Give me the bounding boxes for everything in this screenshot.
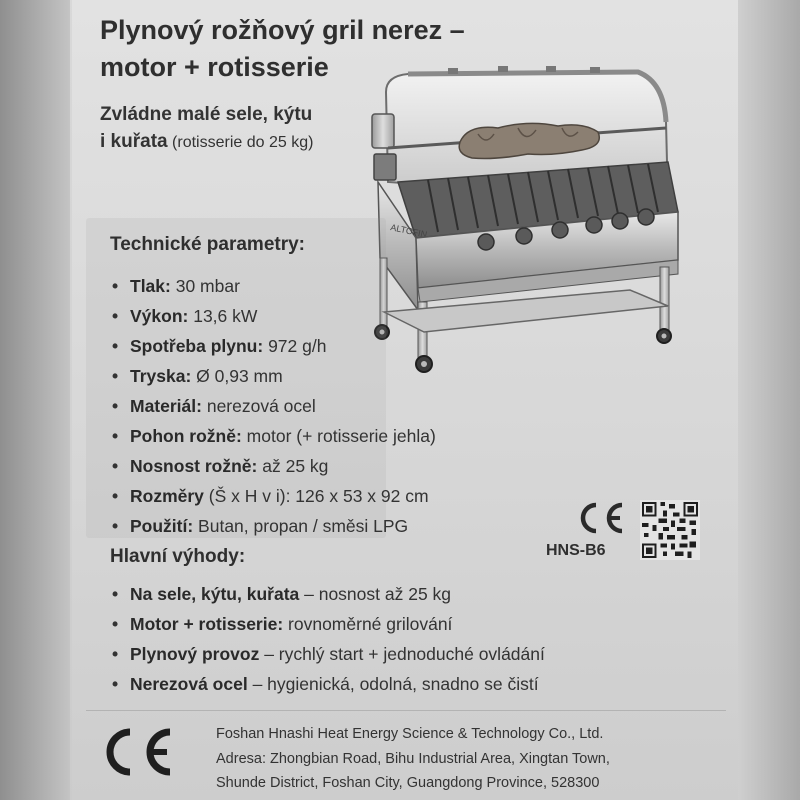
main-advantages-list — [112, 579, 545, 699]
title-line-2: motor + rotisserie — [100, 52, 329, 82]
technical-parameters-list — [112, 271, 436, 541]
advantage-item: • Motor + rotisserie: rovnoměrné grilování — [112, 614, 453, 634]
spec-item: • Tryska: Ø 0,93 mm — [112, 366, 283, 386]
advantage-item: • Na sele, kýtu, kuřata – nosnost až 25 kg — [112, 584, 452, 604]
manufacturer-address-line-2: Shunde District, Foshan City, Guangdong Province, 528300 — [216, 775, 600, 791]
spec-item: • Tlak: 30 mbar — [112, 276, 240, 296]
subtitle-line-1: Zvládne malé sele, kýtu — [100, 104, 313, 125]
product-subtitle — [100, 101, 380, 156]
spec-item: • Materiál: nerezová ocel — [112, 396, 316, 416]
background-right-edge — [738, 0, 800, 800]
subtitle-line-2-bold: i kuřata — [100, 131, 168, 152]
manufacturer-address-line-1: Adresa: Zhongbian Road, Bihu Industrial Area, Xingtan Town, — [216, 750, 610, 767]
model-code: HNS-B6 — [546, 542, 606, 559]
grill-brand-plate: ALTOFIN — [389, 222, 429, 240]
title-line-1: Plynový rožňový gril nerez – — [100, 15, 465, 45]
subtitle-line-2-note: (rotisserie do 25 kg) — [167, 134, 314, 151]
footer-divider — [86, 710, 726, 711]
spec-item: • Výkon: 13,6 kW — [112, 306, 258, 326]
manufacturer-info — [216, 722, 610, 796]
ce-mark-small-icon — [574, 500, 628, 536]
advantage-item: • Nerezová ocel – hygienická, odolná, snadno se čistí — [112, 674, 539, 694]
spec-item: • Spotřeba plynu: 972 g/h — [112, 336, 327, 356]
advantage-item: • Plynový provoz – rychlý start + jednoduché ovládání — [112, 644, 545, 664]
spec-item: • Pohon rožně: motor (+ rotisserie jehla) — [112, 426, 436, 446]
spec-item: • Nosnost rožně: až 25 kg — [112, 456, 329, 476]
technical-parameters-heading: Technické parametry: — [110, 234, 306, 255]
main-advantages-heading: Hlavní výhody: — [110, 546, 246, 567]
ce-mark-large-icon — [96, 725, 176, 779]
background-left-edge — [0, 0, 70, 800]
spec-item: • Rozměry (Š x H v i): 126 x 53 x 92 cm — [112, 486, 429, 506]
manufacturer-name: Foshan Hnashi Heat Energy Science & Technology Co., Ltd. — [216, 726, 604, 742]
qr-code-icon — [640, 500, 700, 560]
spec-item: • Použití: Butan, propan / směsi LPG — [112, 516, 409, 536]
